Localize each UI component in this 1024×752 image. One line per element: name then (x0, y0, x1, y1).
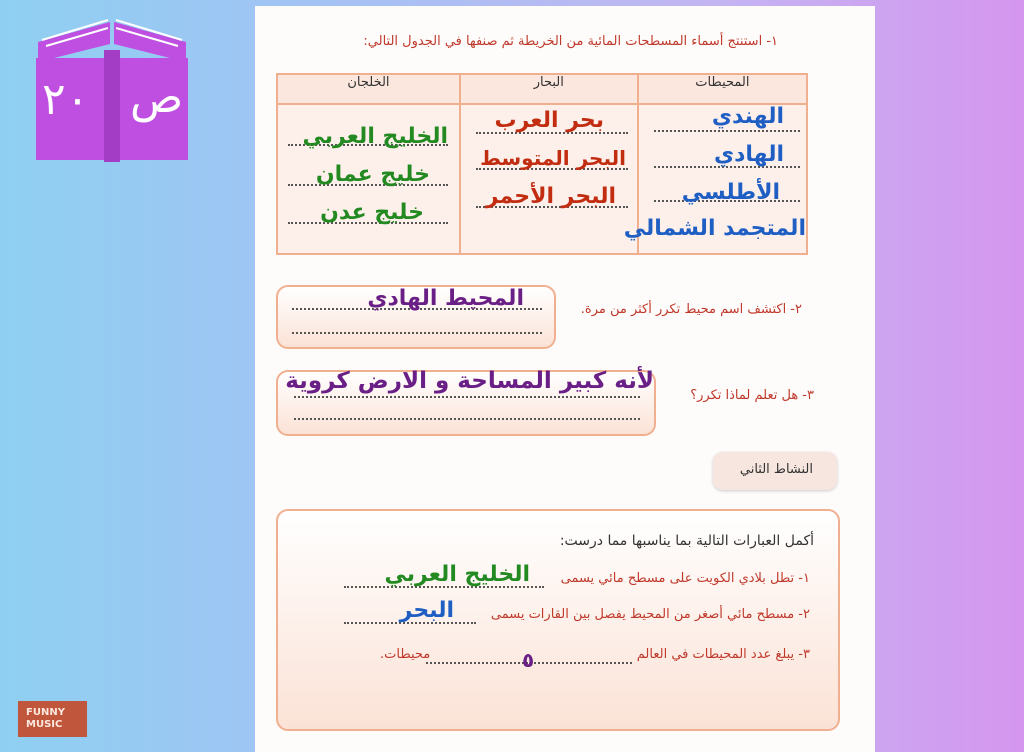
funny-music-logo (18, 701, 87, 737)
statement-3-suffix: محيطات. (380, 647, 431, 662)
q1-instruction: ١- استنتج أسماء المسطحات المائية من الخريطة ثم صنفها في الجدول التالي: (363, 34, 778, 49)
badge-number: ٢٠ (42, 74, 90, 125)
completion-intro: أكمل العبارات التالية بما يناسبها مما درست: (559, 533, 814, 549)
q3-question: ٣- هل تعلم لماذا تكرر؟ (690, 388, 814, 403)
activity2-title-pill (713, 452, 837, 490)
ocean-answer-4: المتجمد الشمالي (623, 216, 806, 241)
statement-1-answer: الخليج العربي (384, 562, 530, 587)
logo-line-1: FUNNY (26, 707, 65, 718)
sea-answer-2: البحر المتوسط (480, 146, 626, 170)
header-gulfs: الخلجان (277, 74, 460, 104)
q3-answer: لأنه كبير المساحة و الارض كروية (285, 368, 654, 394)
header-oceans: المحيطات (638, 74, 807, 104)
gulf-answer-3: خليج عدن (320, 200, 424, 225)
activity2-title: النشاط الثاني (739, 462, 813, 477)
statement-1-text: ١- تطل بلادي الكويت على مسطح مائي يسمى (560, 571, 810, 586)
sea-answer-3: البحر الأحمر (485, 184, 616, 209)
badge-letter: ص (130, 72, 184, 123)
q2-answer: المحيط الهادي (367, 286, 524, 311)
statement-3-text: ٣- يبلغ عدد المحيطات في العالم (636, 647, 810, 662)
gulf-answer-2: خليج عمان (315, 162, 430, 187)
statement-3-answer: ٥ (522, 648, 535, 672)
q2-question: ٢- اكتشف اسم محيط تكرر أكثر من مرة. (580, 302, 802, 317)
ocean-answer-1: الهندي (711, 104, 784, 129)
sea-answer-1: بحر العرب (494, 108, 604, 133)
ocean-answer-3: الأطلسي (681, 180, 780, 205)
ocean-answer-2: الهادي (713, 142, 784, 167)
gulf-answer-1: الخليج العربي (302, 124, 448, 149)
logo-line-2: MUSIC (26, 719, 63, 730)
statement-2-text: ٢- مسطح مائي أصغر من المحيط يفصل بين القارات يسمى (490, 607, 810, 622)
statement-2-answer: البحر (399, 598, 454, 623)
header-seas: البحار (460, 74, 638, 104)
